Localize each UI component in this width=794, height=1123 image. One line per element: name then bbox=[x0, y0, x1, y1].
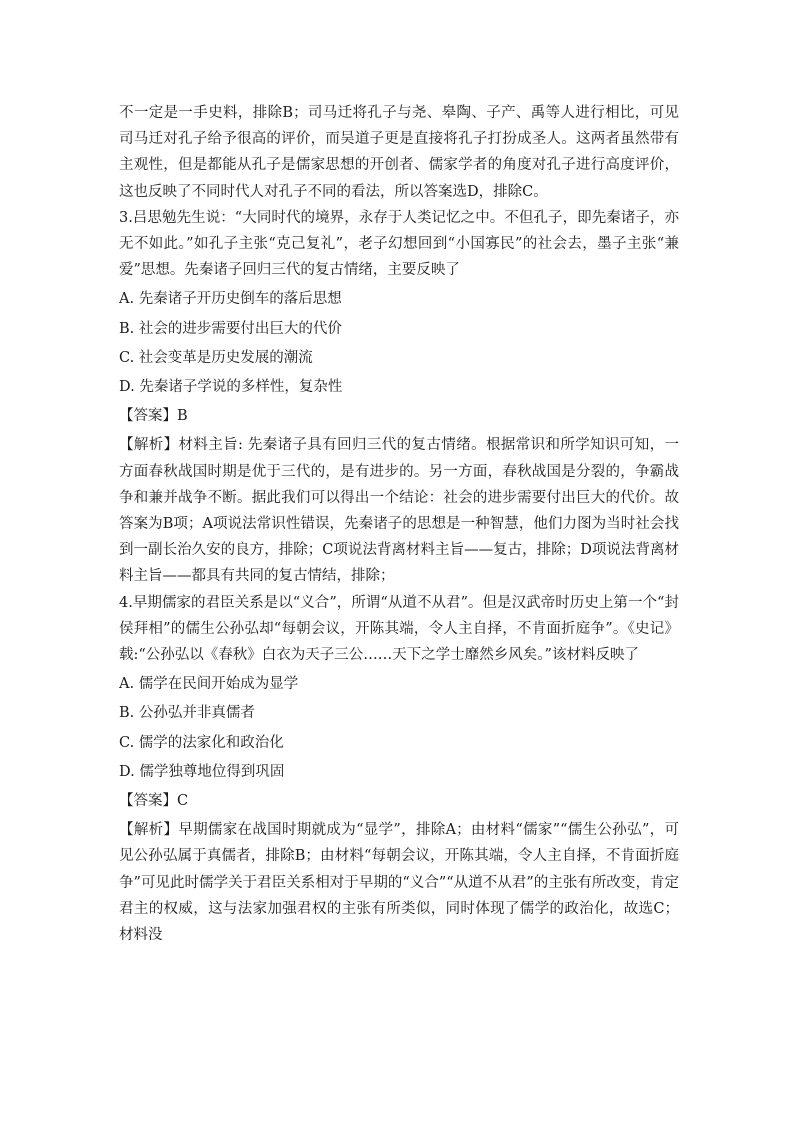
question-3 bbox=[119, 205, 679, 590]
question-4-option-a: A. 儒学在民间开始成为显学 bbox=[119, 676, 299, 693]
question-3-option-b: B. 社会的进步需要付出巨大的代价 bbox=[119, 320, 342, 337]
continuation-paragraph: 不一定是一手史料，排除B；司马迁将孔子与尧、皋陶、子产、禹等人进行相比，可见司马迁对孔子给予很高的评价，而吴道子更是直接将孔子打扮成圣人。这两者虽然带有主观性，但是都能从孔子是儒家思想的开创者、儒家学者的角度对孔子进行高度评价，这也反映了不同时代人对孔子不同的看法，所以答案选D，排除C。 bbox=[119, 105, 679, 200]
question-3-answer: 【答案】B bbox=[119, 408, 188, 425]
question-3-option-c: C. 社会变革是历史发展的潮流 bbox=[119, 349, 313, 366]
question-4-answer: 【答案】C bbox=[119, 793, 189, 810]
question-4-stem: 4.早期儒家的君臣关系是以“义合”，所谓“从道不从君”。但是汉武帝时历史上第一个“封侯拜相”的儒生公孙弘却“每朝会议，开陈其端，令人主自择，不肯面折庭争”。《史记》载:“公孙弘以《春秋》白衣为天子三公……天下之学士靡然乡风矣。”该材料反映了 bbox=[119, 594, 679, 664]
question-3-stem: 3.吕思勉先生说：“大同时代的境界，永存于人类记忆之中。不但孔子，即先秦诸子，亦无不如此。”如孔子主张“克己复礼”，老子幻想回到“小国寡民”的社会去，墨子主张“兼爱”思想。先秦诸子回归三代的复古情绪，主要反映了 bbox=[119, 209, 679, 279]
question-4-analysis: 【解析】早期儒家在战国时期就成为“显学”，排除A；由材料“儒家”“儒生公孙弘”，可见公孙弘属于真儒者，排除B；由材料“每朝会议，开陈其端，令人主自择，不肯面折庭争”可见此时儒学关于君臣关系相对于早期的“义合”“从道不从君”的主张有所改变，肯定君主的权威，这与法家加强君权的主张有所类似，同时体现了儒学的政治化，故选C；材料没 bbox=[119, 822, 679, 944]
question-3-option-d: D. 先秦诸子学说的多样性，复杂性 bbox=[119, 379, 343, 396]
question-4-option-b: B. 公孙弘并非真儒者 bbox=[119, 705, 255, 722]
question-4-option-c: C. 儒学的法家化和政治化 bbox=[119, 734, 284, 751]
question-4 bbox=[119, 590, 679, 949]
question-4-option-d: D. 儒学独尊地位得到巩固 bbox=[119, 763, 285, 780]
question-3-option-a: A. 先秦诸子开历史倒车的落后思想 bbox=[119, 291, 342, 308]
question-3-analysis: 【解析】材料主旨: 先秦诸子具有回归三代的复古情绪。根据常识和所学知识可知，一方面春秋战国时期是优于三代的，是有进步的。另一方面，春秋战国是分裂的，争霸战争和兼并战争不断。据此我们可以得出一个结论：社会的进步需要付出巨大的代价。故答案为B项；A项说法常识性错误，先秦诸子的思想是一种智慧，他们力图为当时社会找到一副长治久安的良方，排除；C项说法背离材料主旨——复古，排除；D项说法背离材料主旨——都具有共同的复古情结，排除； bbox=[119, 437, 679, 585]
document-page bbox=[119, 100, 679, 948]
